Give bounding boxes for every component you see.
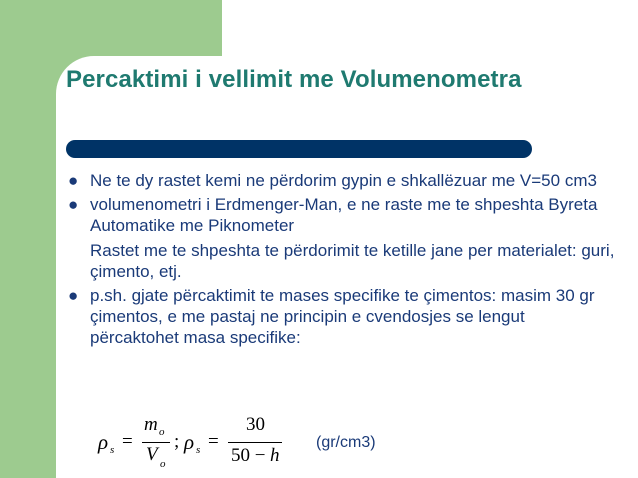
formula-denominator-h: h — [270, 445, 280, 466]
bullet-item-3 — [66, 285, 616, 348]
bullet-dot-icon: ● — [68, 171, 79, 190]
formula-rho-2: ρ — [184, 430, 195, 454]
bullet-text-1: Ne te dy rastet kemi ne përdorim gypin e shkallëzuar me V=50 cm3 — [90, 171, 597, 190]
bullet-text-3: p.sh. gjate përcaktimit te mases specifike te çimentos: masim 30 gr çimentos, e me pastaj ne principin e cvendosjes se lengut përcaktohet masa specifike: — [90, 286, 595, 347]
fraction-line-2 — [228, 442, 282, 443]
formula-sub-o-1: o — [159, 426, 165, 438]
bullet-item-1 — [66, 170, 616, 191]
note-text: Rastet me te shpeshta te përdorimit te ketille jane per materialet: guri, çimento, etj. — [90, 241, 615, 281]
bullet-item-2 — [66, 194, 616, 236]
unit-label: (gr/cm3) — [316, 434, 376, 451]
bullet-text-2: volumenometri i Erdmenger-Man, e ne raste me te shpeshta Byreta Automatike me Piknometer — [90, 195, 598, 235]
formula-denominator-v: V — [146, 444, 158, 465]
slide-title: Percaktimi i vellimit me Volumenometra — [66, 66, 522, 93]
formula-sub-s-2: s — [196, 444, 201, 456]
title-underline-bar — [66, 140, 532, 158]
formula-equals-1: = — [122, 431, 133, 452]
fraction-line-1 — [142, 442, 170, 443]
bullet-list — [66, 170, 616, 351]
decor-green-strip — [0, 0, 56, 478]
formula-semicolon: ; — [174, 431, 180, 452]
bullet-dot-icon: ● — [68, 286, 79, 305]
formula-denominator-50: 50 − — [231, 445, 266, 466]
bullet-dot-icon: ● — [68, 195, 79, 214]
formula-numerator-30: 30 — [246, 414, 265, 435]
formula-equals-2: = — [208, 431, 219, 452]
formula-numerator-m: m — [144, 414, 158, 435]
formula-sub-s-1: s — [110, 444, 115, 456]
formula-rho-1: ρ — [98, 430, 109, 454]
formula-sub-o-2: o — [160, 458, 166, 470]
